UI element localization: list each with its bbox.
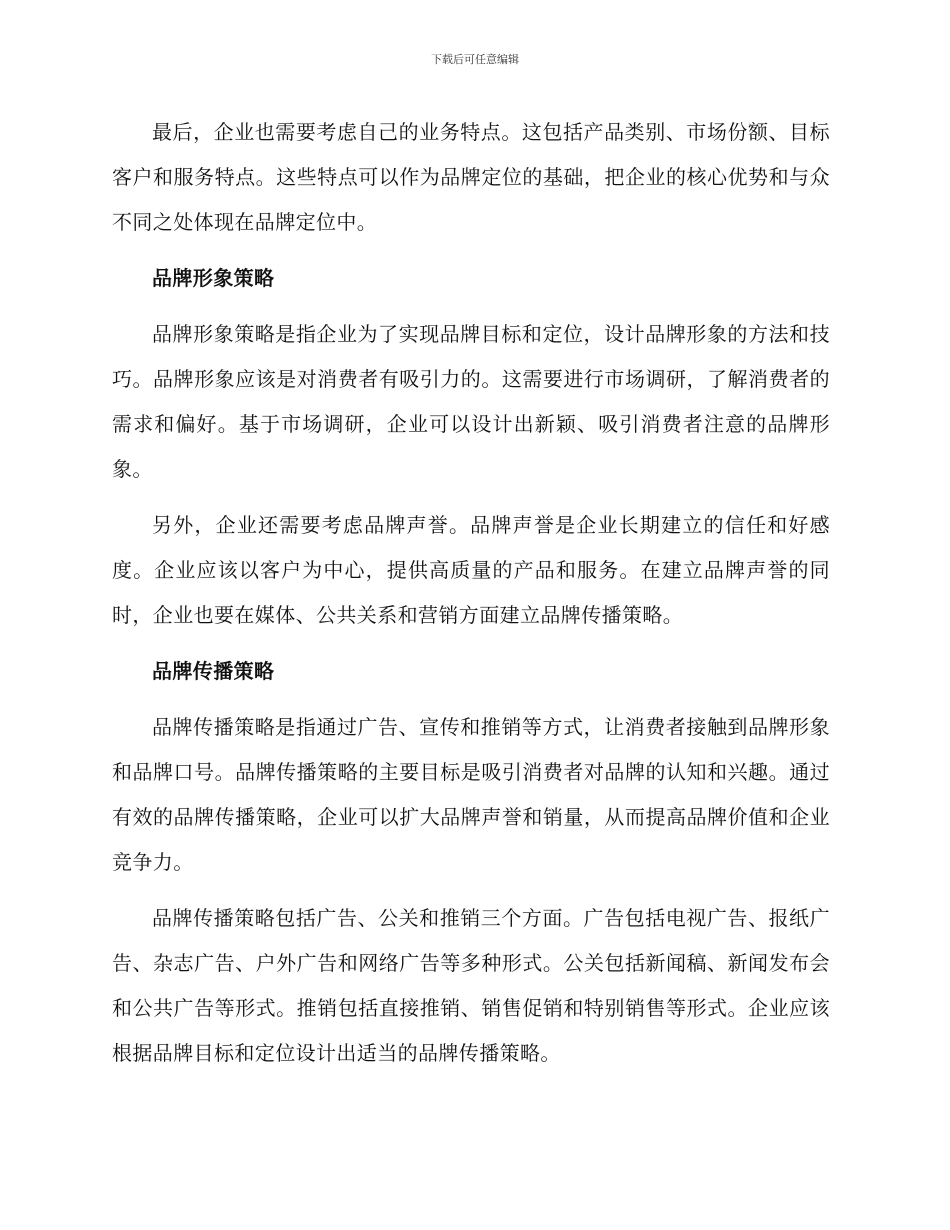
paragraph-brand-reputation: 另外，企业还需要考虑品牌声誉。品牌声誉是企业长期建立的信任和好感度。企业应该以客户为中心，提供高质量的产品和服务。在建立品牌声誉的同时，企业也要在媒体、公共关系和营销方面建立品牌传播策略。: [112, 513, 830, 627]
document-body: [112, 110, 830, 1076]
section-heading-brand-communication: 品牌传播策略: [152, 659, 275, 683]
paragraph-brand-image-strategy: 品牌形象策略是指企业为了实现品牌目标和定位，设计品牌形象的方法和技巧。品牌形象应该是对消费者有吸引力的。这需要进行市场调研，了解消费者的需求和偏好。基于市场调研，企业可以设计出新颖、吸引消费者注意的品牌形象。: [112, 322, 830, 481]
paragraph-business-traits: 最后，企业也需要考虑自己的业务特点。这包括产品类别、市场份额、目标客户和服务特点。这些特点可以作为品牌定位的基础，把企业的核心优势和与众不同之处体现在品牌定位中。: [112, 120, 830, 234]
page-header-note: 下载后可任意编辑: [431, 53, 519, 66]
paragraph-communication-channels: 品牌传播策略包括广告、公关和推销三个方面。广告包括电视广告、报纸广告、杂志广告、户外广告和网络广告等多种形式。公关包括新闻稿、新闻发布会和公共广告等形式。推销包括直接推销、销售促销和特别销售等形式。企业应该根据品牌目标和定位设计出适当的品牌传播策略。: [112, 906, 830, 1065]
paragraph-brand-communication-strategy: 品牌传播策略是指通过广告、宣传和推销等方式，让消费者接触到品牌形象和品牌口号。品牌传播策略的主要目标是吸引消费者对品牌的认知和兴趣。通过有效的品牌传播策略，企业可以扩大品牌声誉和销量，从而提高品牌价值和企业竞争力。: [112, 715, 830, 874]
section-heading-brand-image: 品牌形象策略: [152, 266, 275, 290]
